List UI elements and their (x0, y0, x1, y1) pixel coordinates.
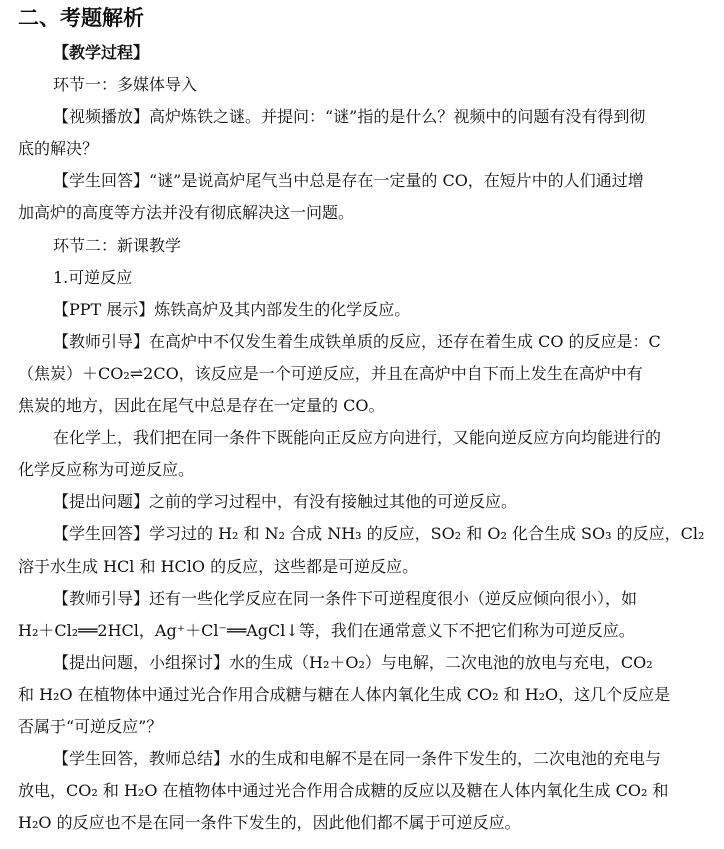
paragraph-line: 否属于“可逆反应”？ (18, 716, 163, 736)
paragraph-line: 焦炭的地方，因此在尾气中总是存在一定量的 CO。 (18, 396, 385, 416)
paragraph-line: 和 H₂O 在植物体中通过光合作用合成糖与糖在人体内氧化生成 CO₂ 和 H₂O，这几个反应是 (18, 684, 671, 704)
paragraph-line: 底的解决？ (18, 139, 99, 159)
paragraph-line: 【视频播放】高炉炼铁之谜。并提问：“谜”指的是什么？视频中的问题有没有得到彻 (53, 107, 646, 127)
paragraph-line: 【学生回答】学习过的 H₂ 和 N₂ 合成 NH₃ 的反应，SO₂ 和 O₂ 化合生成 SO₃ 的反应，Cl₂ (53, 524, 705, 544)
paragraph-line: 【教师引导】在高炉中不仅发生着生成铁单质的反应，还存在着生成 CO 的反应是：C (53, 331, 661, 351)
paragraph-line: 放电，CO₂ 和 H₂O 在植物体中通过光合作用合成糖的反应以及糖在人体内氧化生成 CO₂ 和 (18, 781, 669, 801)
paragraph-line: 在化学上，我们把在同一条件下既能向正反应方向进行，又能向逆反应方向均能进行的 (53, 428, 662, 448)
stage-two-title: 环节二：新课教学 (53, 235, 182, 255)
paragraph-line: 化学反应称为可逆反应。 (18, 460, 195, 480)
paragraph-line: H₂O 的反应也不是在同一条件下发生的，因此他们都不属于可逆反应。 (18, 813, 521, 833)
paragraph-line: 【学生回答】“谜”是说高炉尾气当中总是存在一定量的 CO，在短片中的人们通过增 (53, 171, 644, 191)
paragraph-line: H₂＋Cl₂══2HCl，Ag⁺＋Cl⁻══AgCl↓等，我们在通常意义下不把它们称为可逆反应。 (18, 620, 635, 640)
paragraph-line: 【PPT 展示】炼铁高炉及其内部发生的化学反应。 (53, 299, 411, 319)
teaching-process-label: 【教学过程】 (53, 43, 150, 62)
paragraph-line: （焦炭）＋CO₂⇌2CO，该反应是一个可逆反应，并且在高炉中自下而上发生在高炉中有 (18, 363, 643, 383)
paragraph-line: 【提出问题】之前的学习过程中，有没有接触过其他的可逆反应。 (53, 492, 518, 512)
subsection-title: 1.可逆反应 (53, 267, 133, 287)
paragraph-line: 溶于水生成 HCl 和 HClO 的反应，这些都是可逆反应。 (18, 556, 419, 576)
paragraph-line: 【教师引导】还有一些化学反应在同一条件下可逆程度很小（逆反应倾向很小），如 (53, 588, 638, 608)
paragraph-line: 加高炉的高度等方法并没有彻底解决这一问题。 (18, 203, 355, 223)
section-heading: 二、考题解析 (18, 6, 144, 30)
paragraph-line: 【学生回答，教师总结】水的生成和电解不是在同一条件下发生的，二次电池的充电与 (53, 749, 662, 769)
stage-one-title: 环节一：多媒体导入 (53, 75, 198, 95)
paragraph-line: 【提出问题，小组探讨】水的生成（H₂＋O₂）与电解，二次电池的放电与充电，CO₂ (53, 652, 653, 672)
